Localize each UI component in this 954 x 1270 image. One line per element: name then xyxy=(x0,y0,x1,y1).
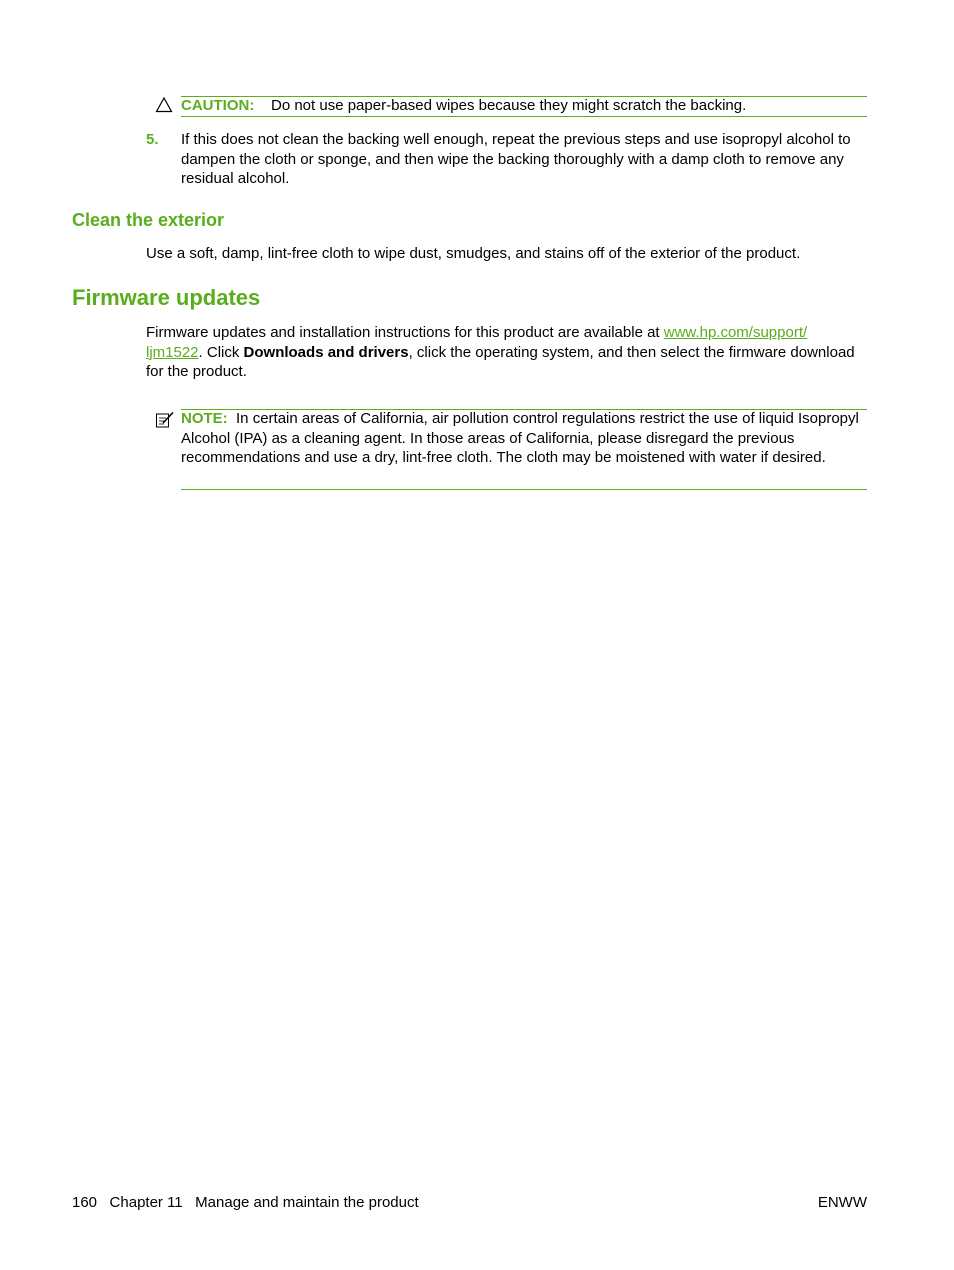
caution-body xyxy=(181,96,746,116)
footer-page-number: 160 xyxy=(72,1194,98,1211)
note-text: In certain areas of California, air pollution control regulations restrict the use of liquid Isopropyl Alcohol (IPA) as a cleaning agent. In those areas of California, please disregard the previous recommendations and use a dry, lint-free cloth. The cloth may be moistened with water if desired. xyxy=(181,410,859,466)
caution-text: Do not use paper-based wipes because they might scratch the backing. xyxy=(271,97,747,114)
clean-exterior-heading: Clean the exterior xyxy=(72,210,225,230)
note-pencil-icon xyxy=(155,411,175,429)
firmware-updates-heading: Firmware updates xyxy=(72,285,261,310)
note-body xyxy=(181,409,871,468)
footer-chapter-title: Manage and maintain the product xyxy=(195,1194,419,1211)
firmware-paragraph xyxy=(146,323,868,382)
firmware-text-before-link: Firmware updates and installation instructions for this product are available at xyxy=(146,324,664,341)
clean-exterior-text: Use a soft, damp, lint-free cloth to wipe dust, smudges, and stains off of the exterior of the product. xyxy=(146,245,801,262)
caution-triangle-icon xyxy=(155,96,173,114)
caution-bottom-rule xyxy=(181,116,867,117)
firmware-text-end: , click the operating system, and then select the firmware download for the product. xyxy=(146,343,855,380)
firmware-text-after-link: . Click xyxy=(198,343,244,361)
support-link-line1[interactable]: www.hp.com/support/ xyxy=(663,324,808,341)
support-link-line2[interactable]: ljm1522 xyxy=(146,343,199,361)
downloads-and-drivers-label: Downloads and drivers xyxy=(243,343,409,361)
footer-chapter: Chapter 11 xyxy=(109,1194,183,1211)
step-text: If this does not clean the backing well enough, repeat the previous steps and use isopropyl alcohol to dampen the cloth or sponge, and then wipe the backing thoroughly with a damp cloth to remove any residual alcohol. xyxy=(181,131,851,187)
footer-locale: ENWW xyxy=(817,1194,867,1211)
footer-left xyxy=(72,1193,419,1212)
caution-label: CAUTION: xyxy=(181,97,255,114)
step-number: 5. xyxy=(146,131,159,148)
note-bottom-rule xyxy=(181,489,867,490)
note-label: NOTE: xyxy=(181,410,228,427)
